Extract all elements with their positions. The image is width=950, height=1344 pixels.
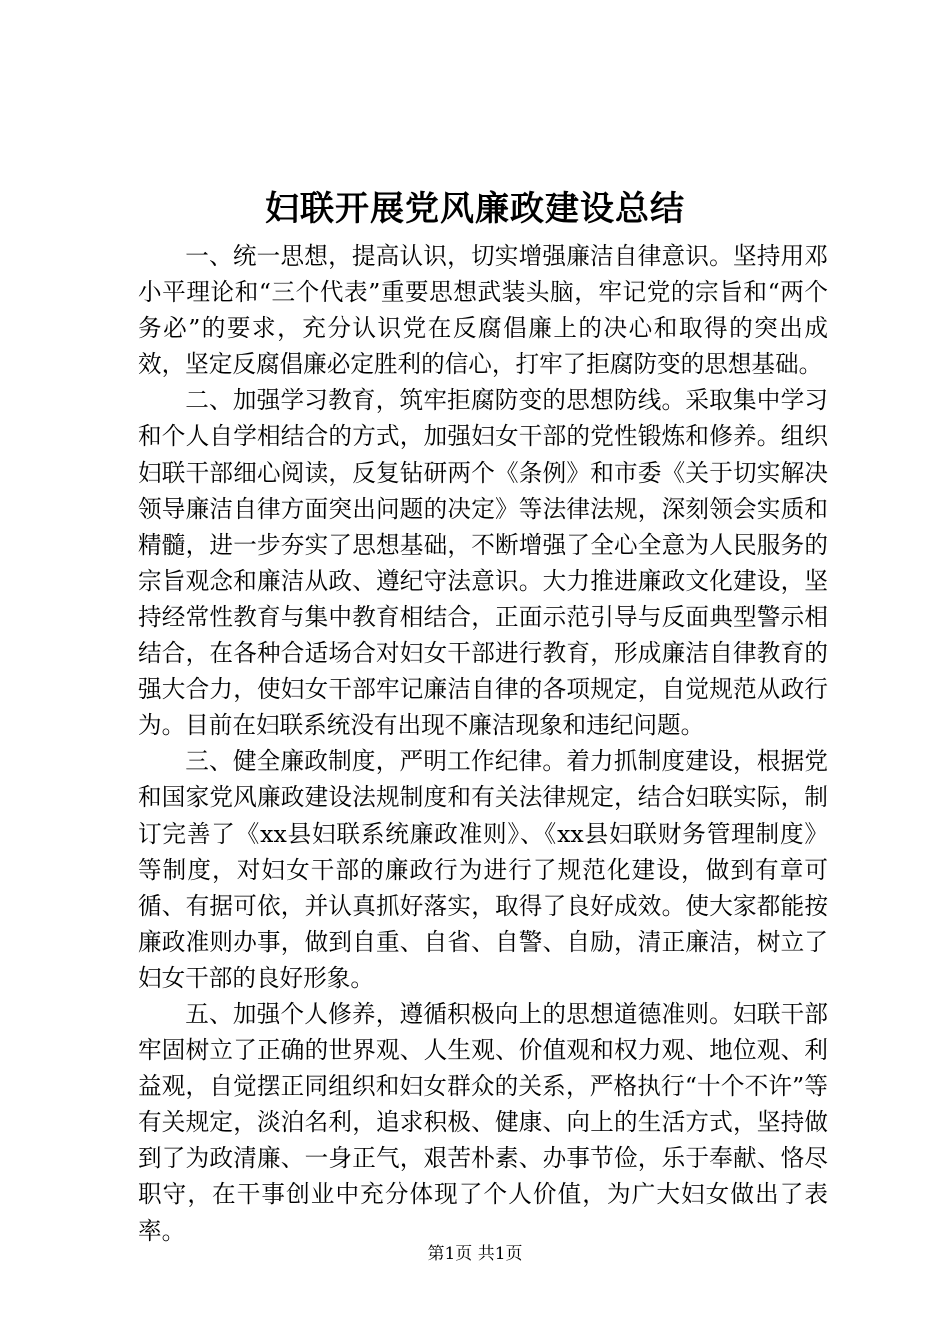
paragraph-3: 三、健全廉政制度，严明工作纪律。着力抓制度建设，根据党和国家党风廉政建设法规制度和有关法律规定，结合妇联实际，制订完善了《xx县妇联系统廉政准则》、《xx县妇联财务管理制度》等制度，对妇女干部的廉政行为进行了规范化建设，做到有章可循、有据可依，并认真抓好落实，取得了良好成效。使大家都能按廉政准则办事，做到自重、自省、自警、自励，清正廉洁，树立了妇女干部的良好形象。	[138, 747, 828, 992]
paragraph-2: 二、加强学习教育，筑牢拒腐防变的思想防线。采取集中学习和个人自学相结合的方式，加强妇女干部的党性锻炼和修养。组织妇联干部细心阅读，反复钻研两个《条例》和市委《关于切实解决领导廉洁自律方面突出问题的决定》等法律法规，深刻领会实质和精髓，进一步夯实了思想基础，不断增强了全心全意为人民服务的宗旨观念和廉洁从政、遵纪守法意识。大力推进廉政文化建设，坚持经常性教育与集中教育相结合，正面示范引导与反面典型警示相结合，在各种合适场合对妇女干部进行教育，形成廉洁自律教育的强大合力，使妇女干部牢记廉洁自律的各项规定，自觉规范从政行为。目前在妇联系统没有出现不廉洁现象和违纪问题。	[138, 386, 828, 740]
document-title: 妇联开展党风廉政建设总结	[265, 189, 685, 229]
paragraph-1: 一、统一思想，提高认识，切实增强廉洁自律意识。坚持用邓小平理论和“三个代表”重要思想武装头脑，牢记党的宗旨和“两个务必”的要求，充分认识党在反腐倡廉上的决心和取得的突出成效，坚定反腐倡廉必定胜利的信心，打牢了拒腐防变的思想基础。	[138, 242, 828, 379]
document-body	[138, 238, 828, 1249]
page-footer: 第1页 共1页	[427, 1244, 523, 1264]
paragraph-4: 五、加强个人修养，遵循积极向上的思想道德准则。妇联干部牢固树立了正确的世界观、人生观、价值观和权力观、地位观、利益观，自觉摆正同组织和妇女群众的关系，严格执行“十个不许”等有关规定，淡泊名利，追求积极、健康、向上的生活方式，坚持做到了为政清廉、一身正气，艰苦朴素、办事节俭，乐于奉献、恪尽职守，在干事创业中充分体现了个人价值，为广大妇女做出了表率。	[138, 999, 828, 1245]
